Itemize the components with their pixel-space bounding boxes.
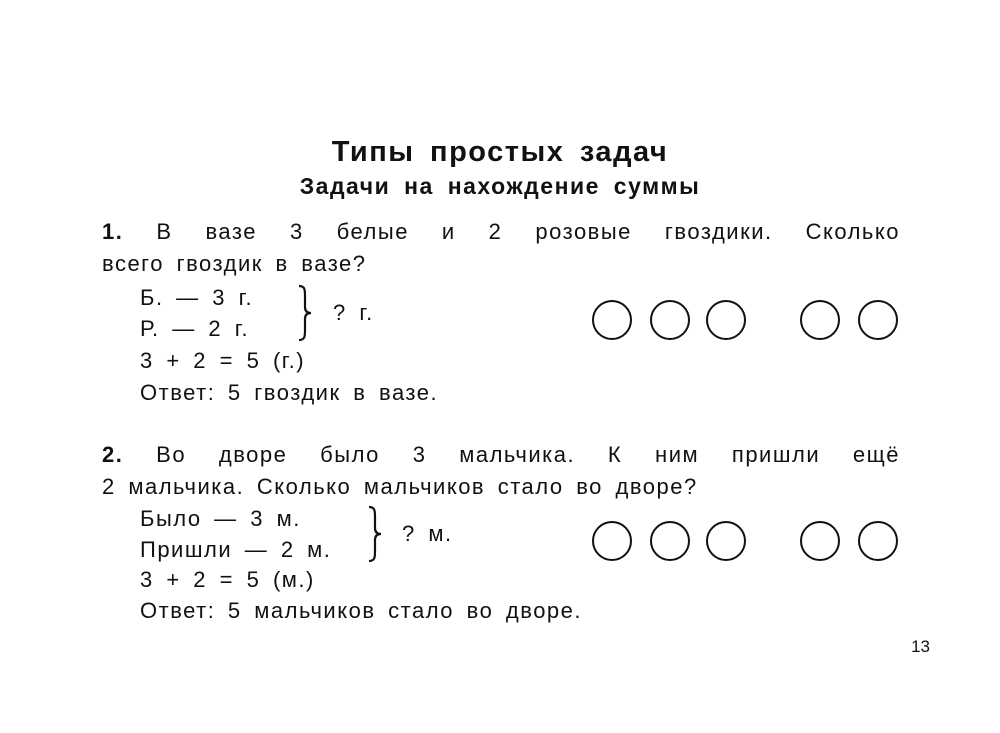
section-subtitle: Задачи на нахождение суммы [299,173,701,199]
problem-1-condition-line-2: Р. — 2 г. [140,316,250,341]
problem-1-text-line-2: всего гвоздик в вазе? [102,251,367,276]
problem-2-text-line-2: 2 мальчика. Сколько мальчиков стало во дворе? [102,474,698,499]
page-number: 13 [911,637,930,656]
problem-1-condition-line-1: Б. — 3 г. [140,285,254,310]
circle-shape [706,300,746,340]
circle-shape [800,521,840,561]
circle-shape [650,300,690,340]
problem-1-solution: 3 + 2 = 5 (г.) [140,348,306,373]
problem-1-question: ? г. [333,300,374,325]
problem-1-answer: Ответ: 5 гвоздик в вазе. [140,380,439,405]
problem-1-statement-start: В вазе 3 белые и 2 розовые гвоздики. Сколько [156,219,900,244]
problem-2-statement-start: Во дворе было 3 мальчика. К ним пришли ещё [156,442,900,467]
circle-shape [650,521,690,561]
problem-1-text-line-1 [102,219,900,245]
circle-shape [592,521,632,561]
problem-2-text-line-1 [102,442,900,468]
problem-2-condition-line-1: Было — 3 м. [140,506,301,531]
page-title: Типы простых задач [331,136,669,168]
circle-shape [592,300,632,340]
circle-shape [800,300,840,340]
circle-shape [858,521,898,561]
problem-2-curly-brace [366,505,384,563]
problem-2-question: ? м. [402,521,453,546]
problem-2-solution: 3 + 2 = 5 (м.) [140,567,315,592]
circle-shape [858,300,898,340]
problem-2-condition-line-2: Пришли — 2 м. [140,537,332,562]
problem-2-number: 2. [102,442,124,467]
problem-1-number: 1. [102,219,124,244]
problem-2-answer: Ответ: 5 мальчиков стало во дворе. [140,598,583,623]
problem-1-curly-brace [296,284,314,342]
circle-shape [706,521,746,561]
